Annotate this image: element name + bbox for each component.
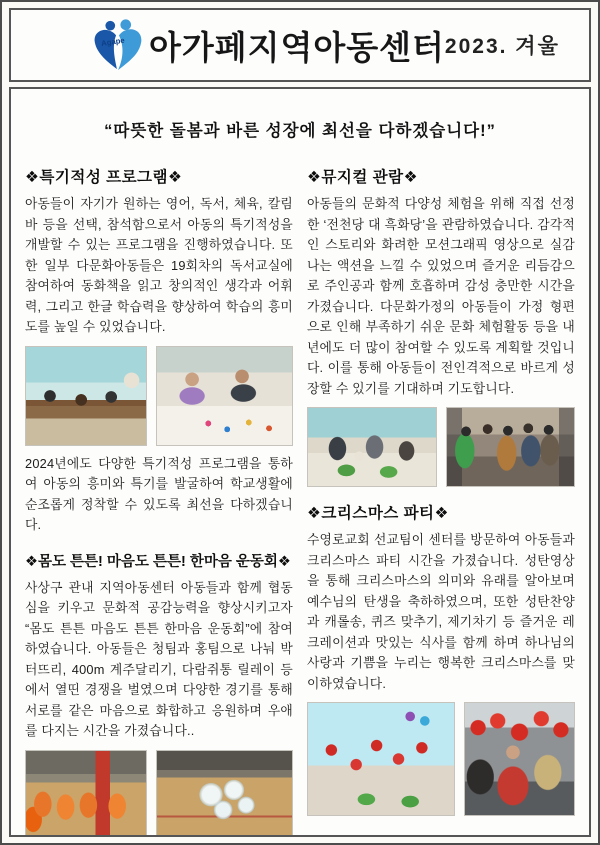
section-heading-musical: ❖뮤지컬 관람❖ <box>307 169 418 186</box>
brand <box>89 16 445 74</box>
left-column <box>25 161 293 837</box>
section-body-sports-day: 사상구 관내 지역아동센터 아동들과 함께 협동심을 키우고 문화적 공감능력을 향상시키고자 “몸도 튼튼 마음도 튼튼 한마음 운동회”에 참여하였습니다. 아동들은 청팀과 홍팀으로 나눠 박터뜨리, 400m 계주달리기, 다람쥐통 릴레이 등에서 열띤 경쟁을 벌였으며 다양한 경기를 통해 서로를 같은 마음으로 화합하고 응원하며 우애를 다지는 시간을 가졌습니다.. <box>25 579 293 738</box>
santa-hats-crowd-photo <box>464 702 575 816</box>
motto-headline: “따뜻한 돌봄과 바른 성장에 최선을 다하겠습니다!” <box>104 122 496 140</box>
sports-day-photo-row <box>25 750 293 838</box>
logo-text: Agape <box>100 35 126 48</box>
section-heading-sports-day: ❖몸도 튼튼! 마음도 튼튼! 한마음 운동회❖ <box>25 553 291 570</box>
section-heading-talent-program: ❖특기적성 프로그램❖ <box>25 169 183 186</box>
gym-orange-vests-photo <box>25 750 147 838</box>
newsletter-title: 아가페지역아동센터 <box>149 28 445 66</box>
right-column <box>307 161 575 837</box>
section-body-musical: 아동들의 문화적 다양성 체험을 위해 직접 선정한 ‘전천당 대 흑화당’을 관람하였습니다. 감각적인 스토리와 화려한 모션그래픽 영상으로 실감나는 액션을 느낄 수 있었으며 즐거운 리듬감으로 주인공과 함께 호흡하며 감성 충만한 시간을 가졌습니다. 다문화가정의 아동들이 가정 형편으로 인해 부족하기 쉬운 문화 체험활동 등을 내년에도 더 많이 참여할 수 있도록 계획할 것입니다. 이를 통해 아동들이 전인격적으로 바르게 성장할 수 있기를 기대하며 기도합니다. <box>307 196 575 396</box>
two-column-layout <box>25 161 575 837</box>
newsletter-body <box>9 87 591 837</box>
lobby-group-photo <box>446 407 576 487</box>
section-body-talent-program: 아동들이 자기가 원하는 영어, 독서, 체육, 칼림바 등을 선택, 참석함으로서 아동의 특기적성을 개발할 수 있는 프로그램을 진행하였습니다. 또한 일부 다문화아동들은 19회차의 독서교실에 참여하여 동화책을 읽고 창의적인 생각과 어휘력, 그리고 한글 학습력을 향상하여 학습의 흥미도를 높일 수 있었습니다. <box>25 196 293 334</box>
christmas-party-photo-row <box>307 702 575 816</box>
section-heading-christmas-party: ❖크리스마스 파티❖ <box>307 505 449 522</box>
musical-photo-row <box>307 407 575 487</box>
santa-hats-quiz-photo <box>307 702 455 816</box>
bubble-soccer-photo <box>156 750 293 838</box>
newsletter-header <box>9 8 591 82</box>
craft-class-photo <box>156 346 293 446</box>
reading-class-photo <box>25 346 147 446</box>
talent-program-photo-row <box>25 346 293 446</box>
section-body-christmas-party: 수영로교회 선교팀이 센터를 방문하여 아동들과 크리스마스 파티 시간을 가졌습니다. 성탄영상을 통해 크리스마스의 의미와 유래를 알아보며 예수님의 탄생을 축하하였으며, 또한 성탄찬양과 캐롤송, 퀴즈 맞추기, 제기차기 등 즐거운 레크레이션과 맛있는 식사를 함께 하며 하나님의 사랑과 기쁨을 누리는 행복한 크리스마스를 맞이하였습니다. <box>307 532 575 691</box>
classroom-meal-photo <box>307 407 437 487</box>
section-body2-talent-program: 2024년에도 다양한 특기적성 프로그램을 통하여 아동의 흥미와 특기를 발굴하여 학교생활에 순조롭게 정착할 수 있도록 최선을 다하겠습니다. <box>25 455 293 532</box>
issue-date: 2023. 겨울 <box>444 35 560 58</box>
agape-heart-logo-icon <box>89 16 147 74</box>
